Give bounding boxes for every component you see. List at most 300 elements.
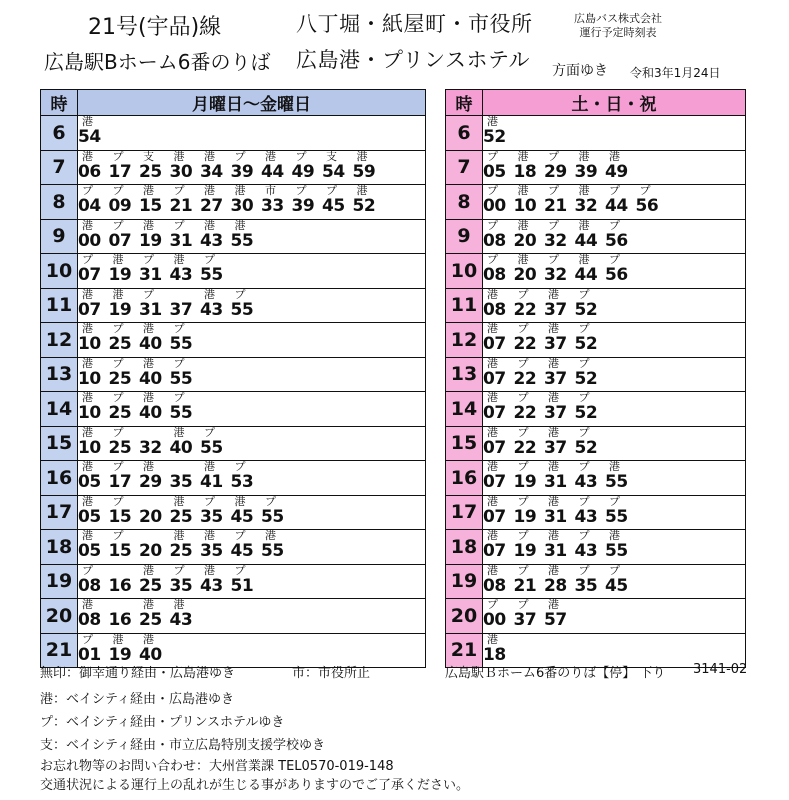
destination-line-1: 八丁堀・紙屋町・市役所 — [296, 12, 533, 36]
route-mark: プ — [326, 184, 337, 197]
departure — [109, 530, 140, 561]
departure-minute: 10 — [78, 403, 101, 423]
departure-minute: 25 — [169, 506, 193, 527]
route-mark: プ — [487, 253, 498, 266]
departure — [170, 392, 201, 423]
departure — [78, 254, 109, 285]
route-mark: プ — [639, 184, 651, 197]
hour-cell: 7 — [41, 150, 78, 185]
route-mark: プ — [82, 563, 93, 577]
departure-minute: 35 — [169, 472, 193, 492]
departure — [139, 185, 170, 216]
route-mark: プ — [578, 563, 590, 577]
departure — [170, 289, 201, 320]
departure-minute: 45 — [230, 541, 254, 561]
departure — [139, 427, 170, 458]
departure — [483, 220, 514, 251]
route-mark: プ — [234, 149, 246, 163]
departure — [575, 565, 606, 596]
departure-minute: 18 — [483, 644, 506, 665]
route-mark: 港 — [487, 287, 498, 301]
route-mark: 港 — [487, 322, 498, 335]
route-mark: 港 — [517, 218, 529, 232]
departure-minute: 22 — [513, 299, 537, 320]
route-mark: プ — [517, 356, 529, 370]
departure — [514, 151, 545, 182]
departure — [605, 461, 636, 492]
route-mark: 港 — [204, 149, 215, 163]
route-mark: 港 — [548, 494, 559, 508]
departure-minute: 31 — [544, 472, 567, 492]
route-mark: 港 — [143, 460, 154, 473]
departure-minute: 19 — [108, 265, 132, 285]
departure-minute: 31 — [139, 265, 162, 285]
departure-minute: 16 — [108, 575, 132, 596]
route-mark: プ — [234, 460, 246, 473]
departure — [231, 220, 262, 251]
hour-column-header: 時 — [41, 90, 78, 116]
departure — [605, 496, 636, 527]
hour-cell: 16 — [446, 461, 483, 496]
departure-minute: 44 — [574, 230, 598, 251]
hour-cell: 15 — [41, 426, 78, 461]
departure — [605, 565, 636, 596]
departures-cell — [78, 185, 426, 220]
departure — [78, 427, 109, 458]
departure — [605, 220, 636, 251]
route-mark: プ — [609, 184, 620, 197]
departure-minute: 55 — [169, 403, 193, 423]
departure — [483, 358, 514, 389]
departure-minute: 19 — [513, 541, 537, 561]
departure-minute: 07 — [483, 403, 506, 423]
departure-minute: 15 — [108, 506, 132, 527]
departures-cell — [483, 116, 746, 151]
departure — [483, 323, 514, 354]
route-mark: プ — [578, 425, 590, 439]
departure — [139, 634, 170, 665]
departure-minute: 10 — [513, 196, 537, 216]
departure-minute: 07 — [483, 506, 506, 527]
route-mark: プ — [112, 425, 124, 439]
hour-row — [41, 185, 426, 220]
route-mark: 港 — [609, 149, 620, 163]
departure-minute: 25 — [108, 437, 132, 458]
departure-minute: 08 — [483, 265, 506, 285]
route-mark: 港 — [548, 356, 559, 370]
departure-minute: 30 — [169, 161, 193, 182]
route-mark: プ — [173, 563, 185, 577]
departure-minute: 20 — [513, 265, 537, 285]
footer-code: 3141-02 — [693, 662, 748, 677]
departure — [200, 461, 231, 492]
departure-minute: 17 — [108, 472, 132, 492]
departures-cell — [78, 530, 426, 565]
departure-minute: 05 — [78, 506, 101, 527]
departure-minute: 37 — [513, 610, 537, 630]
departure-minute: 25 — [139, 575, 162, 596]
route-mark: 港 — [356, 184, 368, 197]
route-mark: 港 — [578, 149, 590, 163]
hour-row — [446, 219, 746, 254]
departure — [109, 151, 140, 182]
departure-minute: 00 — [483, 610, 506, 630]
hour-cell: 12 — [446, 323, 483, 358]
route-mark: プ — [295, 149, 307, 163]
hour-row — [446, 599, 746, 634]
departure — [200, 427, 231, 458]
departure — [78, 289, 109, 320]
departure-minute: 08 — [483, 230, 506, 251]
route-mark: 港 — [143, 218, 154, 232]
departure — [544, 151, 575, 182]
route-mark: 港 — [82, 322, 93, 335]
route-mark: 港 — [487, 632, 498, 646]
route-mark: 港 — [173, 253, 185, 266]
route-mark: プ — [82, 184, 93, 197]
route-mark: 港 — [234, 184, 246, 197]
departure — [261, 185, 292, 216]
departure-minute: 44 — [605, 196, 628, 216]
departure — [575, 220, 606, 251]
departure — [544, 358, 575, 389]
departure — [170, 254, 201, 285]
route-mark: 港 — [82, 391, 93, 404]
departure — [514, 496, 545, 527]
departures-cell — [78, 116, 426, 151]
departure-minute: 55 — [261, 541, 284, 561]
departure-minute: 01 — [78, 644, 101, 665]
departure-minute: 43 — [200, 575, 223, 596]
departure-minute: 35 — [574, 575, 598, 596]
departure-minute: 07 — [108, 230, 132, 251]
departure — [109, 461, 140, 492]
departure — [109, 565, 140, 596]
departure-minute: 52 — [574, 437, 598, 458]
departure-minute: 21 — [544, 196, 567, 216]
route-mark: 港 — [517, 253, 529, 266]
departure-minute: 00 — [483, 196, 506, 216]
route-mark: 港 — [143, 391, 154, 404]
departure-minute: 28 — [544, 575, 567, 596]
departure-minute: 07 — [483, 472, 506, 492]
hour-row — [41, 426, 426, 461]
departure-minute: 22 — [513, 368, 537, 389]
departure-minute: 25 — [108, 368, 132, 389]
route-mark: 港 — [356, 149, 368, 163]
departure-minute: 10 — [78, 334, 101, 354]
route-mark: 港 — [487, 494, 498, 508]
departure-minute: 19 — [108, 644, 132, 665]
departure-minute: 05 — [483, 161, 506, 182]
departure-minute: 43 — [574, 472, 598, 492]
route-mark: プ — [112, 356, 124, 370]
departure — [78, 530, 109, 561]
departure — [139, 461, 170, 492]
route-mark: 港 — [487, 356, 498, 370]
route-mark — [109, 565, 140, 577]
departure — [170, 530, 201, 561]
hour-row — [41, 357, 426, 392]
departure — [483, 530, 514, 561]
hour-cell: 14 — [41, 392, 78, 427]
departure — [109, 323, 140, 354]
departures-cell — [78, 323, 426, 358]
route-mark: 港 — [578, 218, 590, 232]
route-mark: プ — [609, 563, 620, 577]
route-mark: 港 — [204, 184, 215, 197]
departure — [483, 392, 514, 423]
departures-cell — [483, 426, 746, 461]
departures-cell — [78, 150, 426, 185]
departure-minute: 40 — [139, 334, 162, 354]
route-mark: プ — [517, 391, 529, 404]
departure — [575, 461, 606, 492]
route-mark: 港 — [143, 356, 154, 370]
stop-title: 広島駅Bホーム6番のりば — [44, 50, 271, 74]
departure — [200, 254, 231, 285]
departure — [109, 496, 140, 527]
legend-note-default: 無印：御幸通り経由・広島港ゆき — [40, 666, 236, 681]
route-mark: 港 — [265, 149, 276, 163]
departure — [261, 151, 292, 182]
route-mark — [139, 427, 170, 439]
departure — [139, 530, 170, 561]
route-mark: 港 — [517, 149, 529, 163]
weekday-timetable — [40, 89, 426, 668]
departures-cell — [78, 599, 426, 634]
departures-cell — [78, 495, 426, 530]
route-mark: 港 — [82, 529, 93, 542]
hour-cell: 7 — [446, 150, 483, 185]
route-mark: 港 — [173, 494, 185, 508]
departure-minute: 55 — [200, 265, 223, 285]
departure-minute: 45 — [230, 506, 254, 527]
hour-row — [446, 426, 746, 461]
hour-row — [446, 288, 746, 323]
route-mark: プ — [578, 460, 590, 473]
route-mark: 港 — [112, 632, 124, 646]
route-mark: プ — [82, 253, 93, 266]
route-mark: 港 — [234, 218, 246, 232]
departure-minute: 31 — [544, 541, 567, 561]
departure — [353, 185, 384, 216]
departure-minute: 52 — [352, 196, 376, 216]
departure-minute: 56 — [605, 265, 628, 285]
departure-minute: 08 — [483, 575, 506, 596]
departure-minute: 32 — [139, 437, 162, 458]
legend-note-port: 港：ベイシティ経由・広島港ゆき — [40, 692, 234, 707]
route-mark: 港 — [548, 322, 559, 335]
departure-minute: 55 — [169, 334, 193, 354]
hour-cell: 21 — [41, 633, 78, 668]
departure — [231, 461, 262, 492]
hour-row — [41, 323, 426, 358]
hour-row — [446, 185, 746, 220]
departure — [78, 634, 109, 665]
departure — [575, 496, 606, 527]
departures-cell — [78, 219, 426, 254]
hour-cell: 6 — [41, 116, 78, 151]
route-mark: プ — [548, 149, 559, 163]
route-mark: プ — [517, 494, 529, 508]
route-mark: 港 — [204, 287, 215, 301]
departure-minute: 19 — [513, 472, 537, 492]
departure-minute: 27 — [200, 196, 223, 216]
route-mark: 港 — [487, 391, 498, 404]
departure-minute: 35 — [200, 541, 223, 561]
departure — [139, 220, 170, 251]
departures-cell — [483, 288, 746, 323]
departure-minute: 54 — [78, 127, 101, 147]
hour-cell: 19 — [41, 564, 78, 599]
departure — [575, 427, 606, 458]
departure-minute: 07 — [483, 368, 506, 389]
departure — [170, 323, 201, 354]
departure — [544, 392, 575, 423]
route-mark: プ — [112, 184, 124, 197]
departure-minute: 07 — [78, 299, 101, 320]
departure — [544, 220, 575, 251]
departure — [170, 599, 201, 630]
route-mark: 港 — [578, 184, 590, 197]
departures-cell — [78, 564, 426, 599]
departure-minute: 55 — [605, 506, 628, 527]
route-mark: 港 — [173, 425, 185, 439]
departure-minute: 35 — [200, 506, 223, 527]
departure — [170, 496, 201, 527]
route-mark: 港 — [82, 115, 93, 128]
departure-minute: 25 — [108, 403, 132, 423]
departures-cell — [483, 254, 746, 289]
departure-minute: 40 — [169, 437, 193, 458]
hour-cell: 13 — [446, 357, 483, 392]
hour-cell: 9 — [41, 219, 78, 254]
route-mark: 港 — [548, 287, 559, 301]
hour-cell: 11 — [41, 288, 78, 323]
departure-minute: 37 — [544, 334, 567, 354]
departure-minute: 57 — [544, 610, 567, 630]
route-mark: 港 — [112, 253, 124, 266]
departure — [514, 220, 545, 251]
hour-cell: 9 — [446, 219, 483, 254]
departure — [483, 565, 514, 596]
effective-date: 令和3年1月24日 — [630, 66, 721, 80]
departure-minute: 54 — [322, 161, 345, 182]
route-mark: 港 — [487, 115, 498, 128]
hour-cell: 16 — [41, 461, 78, 496]
hour-cell: 10 — [41, 254, 78, 289]
route-mark: 港 — [487, 563, 498, 577]
departure-minute: 52 — [574, 368, 598, 389]
route-mark: 港 — [548, 460, 559, 473]
departure — [514, 254, 545, 285]
departure-minute: 20 — [139, 541, 162, 561]
departure — [170, 427, 201, 458]
departure — [170, 151, 201, 182]
departure — [544, 289, 575, 320]
departures-cell — [483, 185, 746, 220]
departure — [544, 427, 575, 458]
hour-cell: 14 — [446, 392, 483, 427]
departure — [231, 289, 262, 320]
departure — [78, 220, 109, 251]
departures-cell — [483, 461, 746, 496]
route-mark: 港 — [82, 149, 93, 163]
departure — [575, 151, 606, 182]
hour-row — [446, 530, 746, 565]
route-mark: プ — [112, 529, 124, 542]
hour-row — [446, 254, 746, 289]
departure-minute: 52 — [483, 127, 506, 147]
departure — [139, 358, 170, 389]
route-title: 21号(宇品)線 — [88, 15, 222, 40]
route-mark: プ — [204, 494, 215, 508]
departure — [170, 358, 201, 389]
route-mark: プ — [173, 391, 185, 404]
departure-minute: 55 — [200, 437, 223, 458]
departure-minute: 55 — [605, 541, 628, 561]
departure — [170, 461, 201, 492]
route-mark: プ — [173, 184, 185, 197]
departure — [575, 392, 606, 423]
route-mark: 港 — [173, 529, 185, 542]
route-mark: プ — [112, 218, 124, 232]
departure-minute: 43 — [200, 299, 223, 320]
departure — [200, 289, 231, 320]
departure-minute: 21 — [513, 575, 537, 596]
departure-minute: 10 — [78, 368, 101, 389]
departure-minute: 51 — [230, 575, 254, 596]
holiday-timetable — [445, 89, 746, 668]
departure — [292, 151, 323, 182]
route-mark: プ — [578, 322, 590, 335]
route-mark: 市 — [265, 184, 276, 197]
departure-minute: 55 — [169, 368, 193, 389]
departure-minute: 34 — [200, 161, 223, 182]
route-mark: プ — [234, 287, 246, 301]
route-mark: 港 — [204, 460, 215, 473]
departure — [78, 392, 109, 423]
departure — [514, 599, 545, 630]
route-mark: 港 — [143, 563, 154, 577]
route-mark: 港 — [234, 494, 246, 508]
route-mark: 港 — [82, 356, 93, 370]
departure — [200, 496, 231, 527]
departure — [78, 116, 109, 147]
departure — [322, 151, 353, 182]
departure-minute: 22 — [513, 403, 537, 423]
route-mark: 港 — [609, 460, 620, 473]
departures-cell — [483, 530, 746, 565]
departure-minute: 44 — [261, 161, 284, 182]
departure-minute: 08 — [78, 575, 101, 596]
departure-minute: 32 — [544, 265, 567, 285]
departure-minute: 31 — [169, 230, 193, 251]
route-mark: プ — [517, 322, 529, 335]
departure — [483, 116, 514, 147]
departure-minute: 05 — [78, 541, 101, 561]
departure-minute: 29 — [139, 472, 162, 492]
route-mark: プ — [82, 632, 93, 646]
route-mark: プ — [112, 391, 124, 404]
departure — [544, 254, 575, 285]
legend-note-city-hall: 市：市役所止 — [292, 666, 371, 681]
departure-minute: 32 — [544, 230, 567, 251]
departure-minute: 37 — [544, 368, 567, 389]
route-mark: 支 — [143, 149, 154, 163]
legend-note-school: 支：ベイシティ経由・市立広島特別支援学校ゆき — [40, 738, 325, 753]
